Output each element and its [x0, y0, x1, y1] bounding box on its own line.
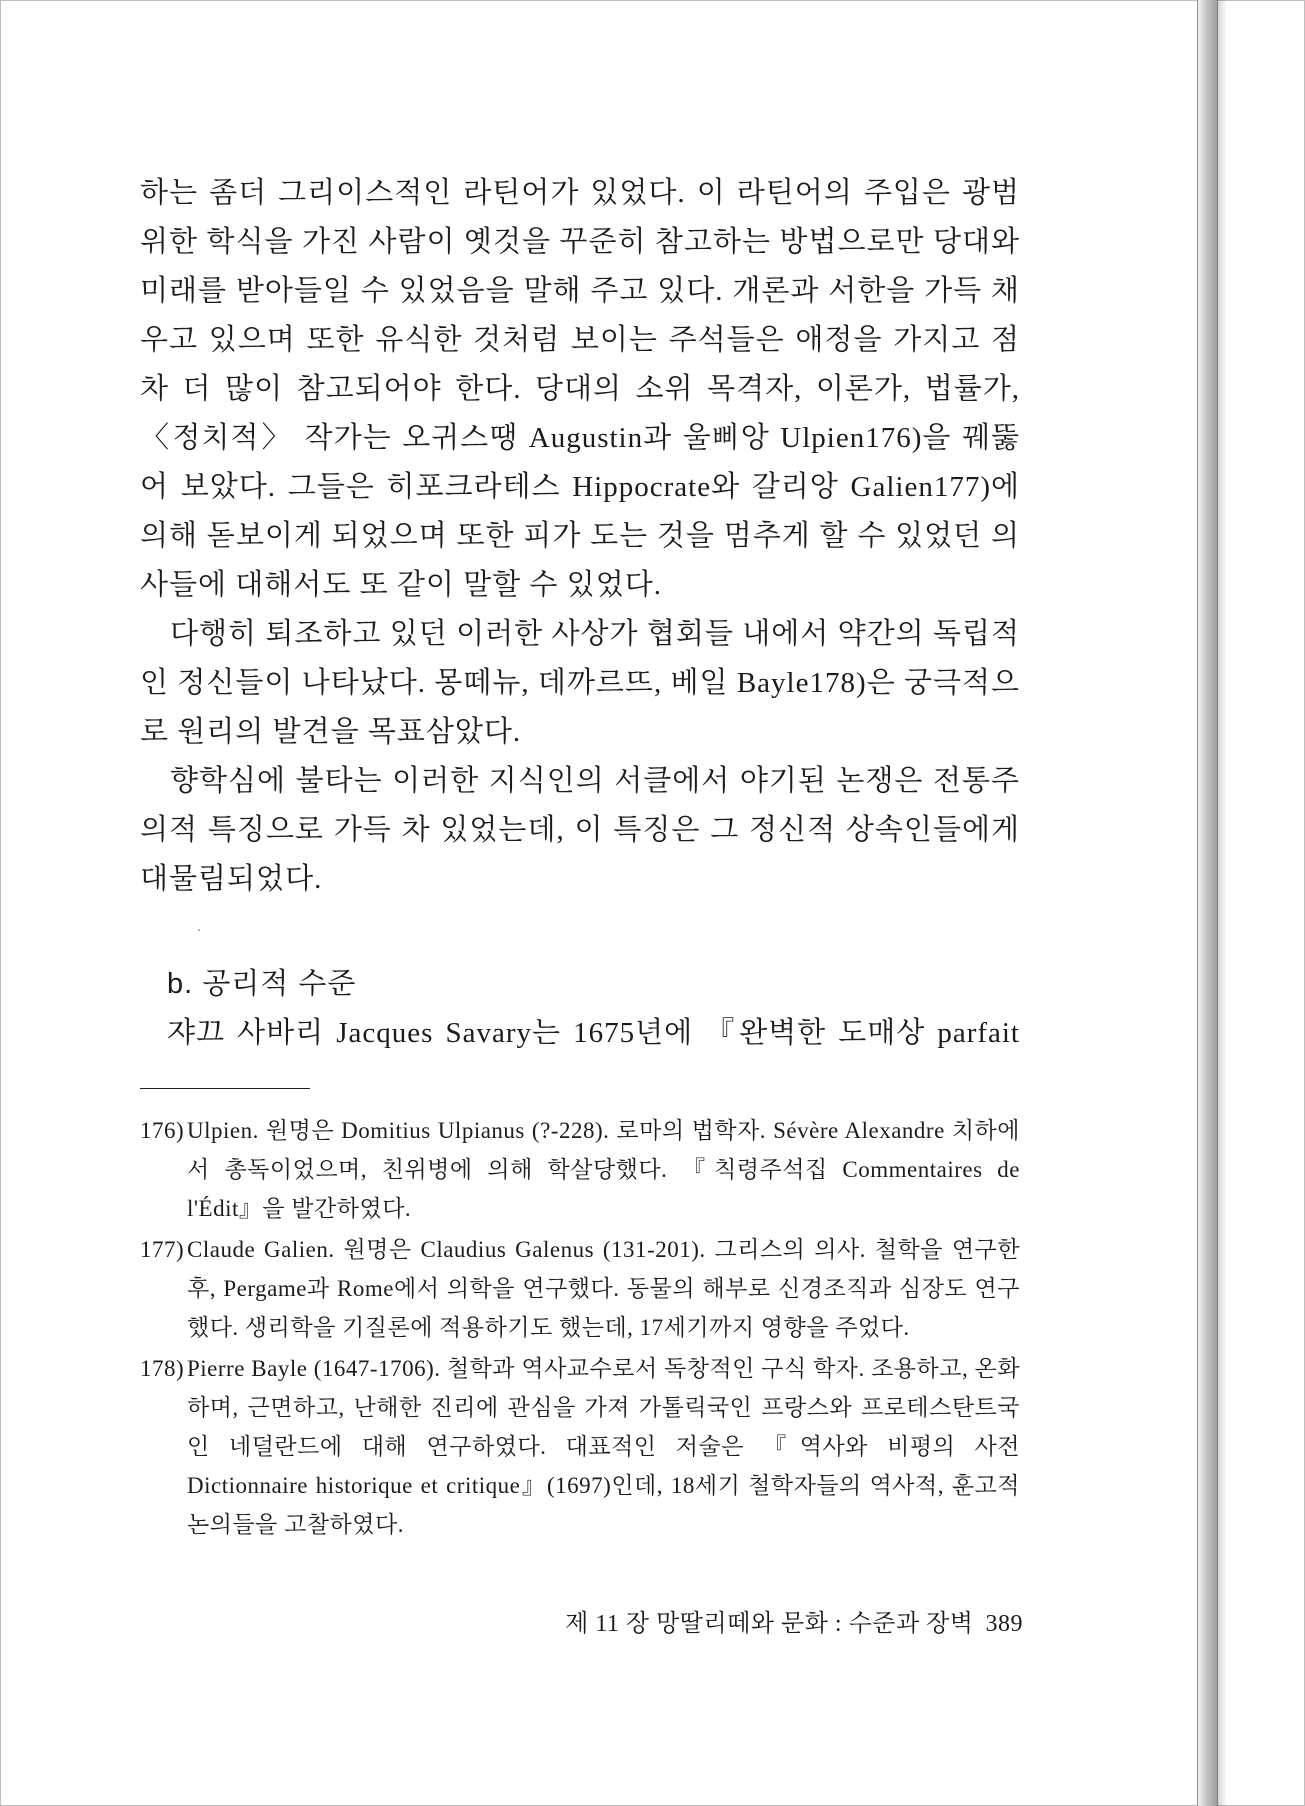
running-footer — [565, 1606, 1023, 1642]
page-edge — [1197, 0, 1218, 1806]
footnote-rule — [140, 1088, 310, 1089]
body-paragraph-3: 향학심에 불타는 이러한 지식인의 서클에서 야기된 논쟁은 전통주의적 특징으로 가득 차 있었는데, 이 특징은 그 정신적 상속인들에게 대물림되었다. — [140, 765, 1020, 895]
footnote-text: Pierre Bayle (1647-1706). 철학과 역사교수로서 독창적인 구식 학자. 조용하고, 온화하며, 근면하고, 난해한 진리에 관심을 가져 가톨릭국인 프랑스와 프로테스탄트국인 네덜란드에 대해 연구하였다. 대표적인 저술은 『역사와 비평의 사전 Dictionnaire historique et critique』(1697)인데, 18세기 철학자들의 역사적, 훈고적 논의들을 고찰하였다. — [187, 1356, 1020, 1537]
footnote-177 — [140, 1230, 1020, 1347]
footnote-number: 176) — [140, 1118, 185, 1143]
footnote-number: 177) — [140, 1237, 185, 1262]
page-edge-shadow — [1217, 0, 1227, 1806]
running-title: 제 11 장 망딸리떼와 문화 : 수준과 장벽 — [565, 1611, 974, 1637]
section-first-line: 쟈끄 사바리 Jacques Savary는 1675년에 『완벽한 도매상 parfait — [167, 1017, 1020, 1049]
body-paragraph-2: 다행히 퇴조하고 있던 이러한 사상가 협회들 내에서 약간의 독립적인 정신들이 나타났다. 몽떼뉴, 데까르뜨, 베일 Bayle178)은 궁극적으로 원리의 발견을 목표삼았다. — [140, 618, 1020, 748]
footnotes — [140, 1111, 1020, 1544]
page-content — [140, 169, 1020, 1546]
footnote-text: Ulpien. 원명은 Domitius Ulpianus (?-228). 로마의 법학자. Sévère Alexandre 치하에서 총독이었으며, 친위병에 의해 학살당했다. 『칙령주석집 Commentaires de l'Édit』을 발간하였다. — [187, 1118, 1020, 1221]
footnote-176 — [140, 1111, 1020, 1228]
footnote-178 — [140, 1349, 1020, 1544]
body-paragraph-1: 하는 좀더 그리이스적인 라틴어가 있었다. 이 라틴어의 주입은 광범위한 학식을 가진 사람이 옛것을 꾸준히 참고하는 방법으로만 당대와 미래를 받아들일 수 있었음을 말해 주고 있다. 개론과 서한을 가득 채우고 있으며 또한 유식한 것처럼 보이는 주석들은 애정을 가지고 점차 더 많이 참고되어야 한다. 당대의 소위 목격자, 이론가, 법률가, 〈정치적〉 작가는 오귀스땡 Augustin과 울삐앙 Ulpien176)을 꿰뚫어 보았다. 그들은 히포크라테스 Hippocrate와 갈리앙 Galien177)에 의해 돋보이게 되었으며 또한 피가 도는 것을 멈추게 할 수 있었던 의사들에 대해서도 또 같이 말할 수 있었다. — [140, 177, 1020, 601]
footnote-number: 178) — [140, 1356, 185, 1381]
section-heading: b. 공리적 수준 — [167, 968, 357, 1000]
page-number: 389 — [985, 1611, 1023, 1637]
footnote-text: Claude Galien. 원명은 Claudius Galenus (131-201). 그리스의 의사. 철학을 연구한 후, Pergame과 Rome에서 의학을 연구했다. 동물의 해부로 신경조직과 심장도 연구했다. 생리학을 기질론에 적용하기도 했는데, 17세기까지 영향을 주었다. — [187, 1237, 1020, 1340]
